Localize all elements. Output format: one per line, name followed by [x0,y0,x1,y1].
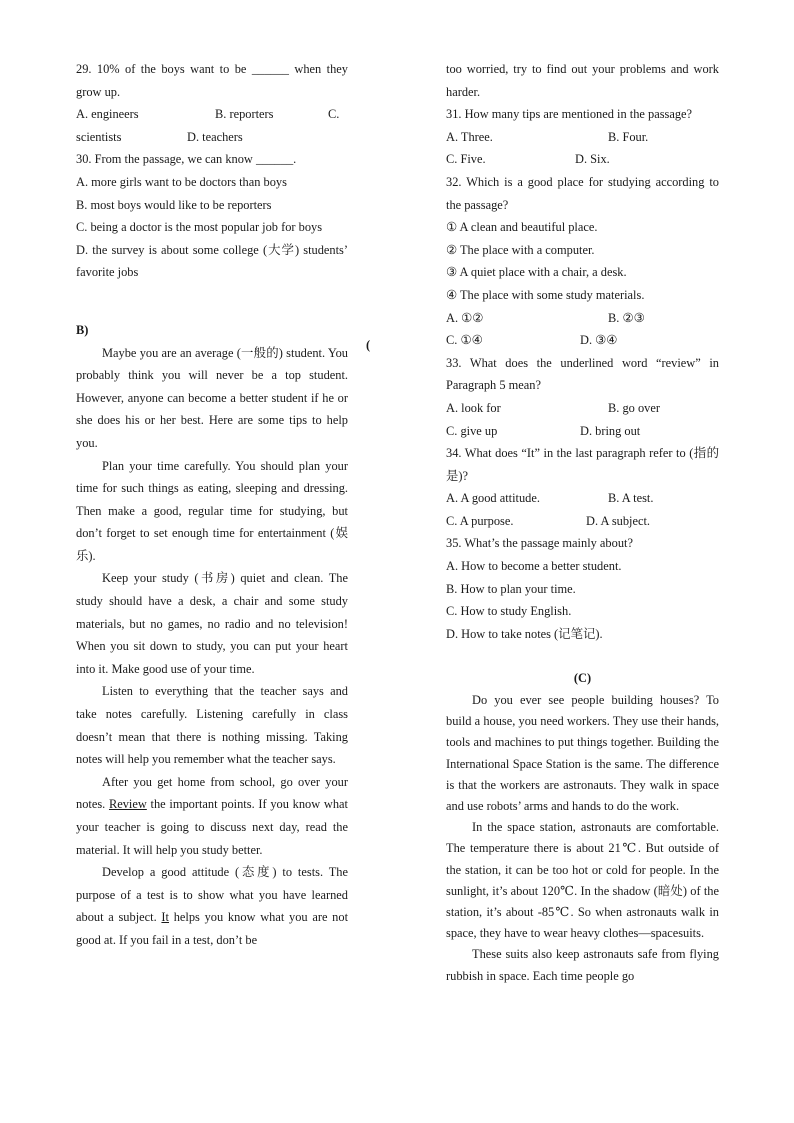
p5-text-a: After you get home from school, go over your notes. [76,774,348,812]
question-31-option-b: B. Four. [608,129,649,144]
question-32-option-a: A. ①② [446,310,484,325]
question-33-option-a: A. look for [446,400,501,415]
question-34-option-a: A. A good attitude. [446,491,540,506]
underlined-word-it: It [161,910,169,925]
question-31-stem: 31. How many tips are mentioned in the passage? [446,107,693,122]
question-35-option-d: D. How to take notes (记笔记). [446,626,603,641]
question-35-option-b: B. How to plan your time. [446,581,576,596]
passage-b-paragraph-5 [76,771,348,861]
question-31-option-d: D. Six. [575,152,610,167]
passage-c-paragraph-3: These suits also keep astronauts safe from flying rubbish in space. Each time people go [446,947,719,983]
question-29-option-c-text: scientists [76,129,122,144]
p5-text-b: the important points. If you know what your teacher is going to discuss next day, read the material. It will help you study better. [76,797,348,857]
question-32-option-d: D. ③④ [580,333,618,348]
question-34-option-d: D. A subject. [586,513,651,528]
question-33-options-row-2 [446,420,719,443]
question-34-option-b: B. A test. [608,491,654,506]
question-31-options-row-1 [446,126,719,149]
question-29-options-row [76,103,348,126]
passage-b-paragraph-4: Listen to everything that the teacher says and take notes carefully. Listening carefully in class doesn’t mean that there is nothing missing. Taking notes will help you remember what the teacher says. [76,684,348,767]
passage-c-paragraph-1: Do you ever see people building houses? To build a house, you need workers. They use their hands, tools and machines to put things together. Building the International Space Station is the same. The difference is that the workers are astronauts. They walk in space and use robots’ arms and hands to do the work. [446,693,719,814]
passage-b-paragraph-2: Plan your time carefully. You should plan your time for such things as eating, sleeping and dressing. Then make a good, regular time for studying, but don’t forget to set enough time for entertainment (娱乐). [76,458,348,563]
underlined-word-review: Review [108,797,147,812]
passage-b-paragraph-3: Keep your study (书房) quiet and clean. The study should have a desk, a chair and some study materials, but no games, no radio and no television! When you sit down to study, you can put your heart into it. Make good use of your time. [76,571,348,676]
passage-b-paragraph-6-continued: too worried, try to find out your problems and work harder. [446,62,719,99]
p6-text-b: helps you know what you are not good at. If you fail in a test, don’t be [76,910,349,947]
question-34-options-row-1 [446,487,719,510]
question-33-option-c: C. give up [446,423,498,438]
question-33-option-b: B. go over [608,400,660,415]
question-30-option-d: D. the survey is about some college (大学) students’ favorite jobs [76,242,348,280]
question-33-stem: 33. What does the underlined word “review” in Paragraph 5 mean? [446,355,719,393]
p6-text-a: Develop a good attitude (态度) to tests. The purpose of a test is to show what you have learned about a subject. [76,865,348,925]
question-34-stem: 34. What does “It” in the last paragraph refer to (指的是)? [446,446,719,483]
question-32-option-b: B. ②③ [608,310,645,325]
question-32-item-1: ① A clean and beautiful place. [446,220,598,235]
question-33-options-row-1 [446,397,719,420]
question-32-options-row-2 [446,329,719,352]
passage-c-paragraph-2: In the space station, astronauts are comfortable. The temperature there is about 21℃. But outside of the station, it can be too hot or cold for people. In the sunlight, it’s about 120℃. In the shadow (暗处) of the station, it’s about -85℃. So when astronauts walk in space, they have to wear heavy clothes—spacesuits. [446,820,719,941]
section-c-title: (C) [573,671,592,686]
passage-b-paragraph-6 [76,861,348,951]
question-29-option-b: B. reporters [215,107,274,122]
question-29-options-row-2 [76,126,348,149]
question-32-item-3: ③ A quiet place with a chair, a desk. [446,265,627,280]
left-column [76,58,348,952]
passage-b-paragraph-1: Maybe you are an average (一般的) student. You probably think you will never be a top student. However, anyone can become a better student if he or she does his or her best. Here are some tips to help you. [76,345,348,450]
question-30-option-c: C. being a doctor is the most popular job for boys [76,220,323,235]
question-35-option-c: C. How to study English. [446,604,572,619]
question-29-stem: 29. 10% of the boys want to be ______ when they grow up. [76,62,348,99]
question-34-option-c: C. A purpose. [446,513,514,528]
question-32-option-c: C. ①④ [446,333,483,348]
question-31-option-c: C. Five. [446,152,486,167]
question-32-stem: 32. Which is a good place for studying according to the passage? [446,174,719,212]
question-30-option-b: B. most boys would like to be reporters [76,197,272,212]
question-32-item-4: ④ The place with some study materials. [446,287,645,302]
question-32-item-2: ② The place with a computer. [446,242,595,257]
question-34-options-row-2 [446,510,719,533]
question-29-option-a: A. engineers [76,107,139,122]
question-35-stem: 35. What’s the passage mainly about? [446,536,633,551]
question-30-option-a: A. more girls want to be doctors than boys [76,174,287,189]
question-31-options-row-2 [446,148,719,171]
question-32-options-row-1 [446,307,719,330]
question-33-option-d: D. bring out [580,423,641,438]
section-b-open-paren: ( [366,338,371,352]
question-29-option-d: D. teachers [187,129,243,144]
question-30-stem: 30. From the passage, we can know ______. [76,152,297,167]
question-29-option-c-label: C. [328,107,340,122]
question-31-option-a: A. Three. [446,129,493,144]
question-35-option-a: A. How to become a better student. [446,559,622,574]
right-column [446,58,719,987]
section-b-label: B) [76,322,89,337]
